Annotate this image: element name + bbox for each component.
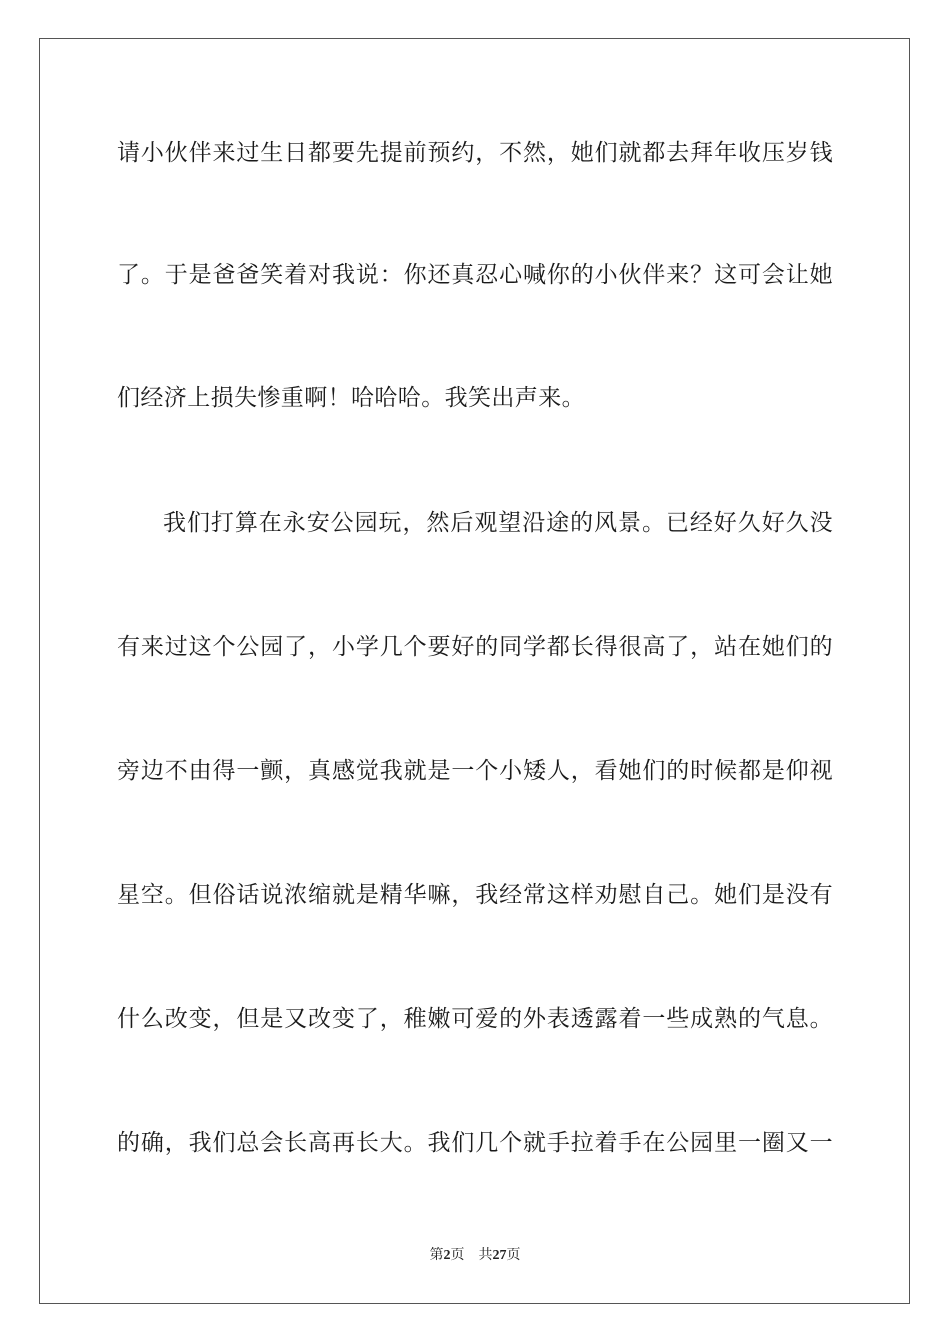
text-line-6: 旁边不由得一颤，真感觉我就是一个小矮人，看她们的时候都是仰视 [117,758,833,784]
text-line-4: 我们打算在永安公园玩，然后观望沿途的风景。已经好久好久没 [163,510,833,536]
page-footer [0,1246,950,1266]
total-suffix: 页 [506,1248,521,1263]
text-line-1: 请小伙伴来过生日都要先提前预约，不然，她们就都去拜年收压岁钱 [117,140,833,166]
total-prefix: 共 [478,1248,493,1263]
text-line-2: 了。于是爸爸笑着对我说：你还真忍心喊你的小伙伴来？这可会让她 [117,262,833,288]
page-prefix: 第 [429,1248,444,1263]
text-line-3: 们经济上损失惨重啊！哈哈哈。我笑出声来。 [117,385,585,411]
text-line-9: 的确，我们总会长高再长大。我们几个就手拉着手在公园里一圈又一 [117,1130,833,1156]
page-border [39,38,910,1304]
page-suffix: 页 [450,1248,465,1263]
text-line-7: 星空。但俗话说浓缩就是精华嘛，我经常这样劝慰自己。她们是没有 [117,882,833,908]
text-line-5: 有来过这个公园了，小学几个要好的同学都长得很高了，站在她们的 [117,634,833,660]
page-number: 2 [443,1248,451,1263]
total-pages: 27 [492,1248,507,1263]
text-line-8: 什么改变，但是又改变了，稚嫩可爱的外表透露着一些成熟的气息。 [117,1006,833,1032]
